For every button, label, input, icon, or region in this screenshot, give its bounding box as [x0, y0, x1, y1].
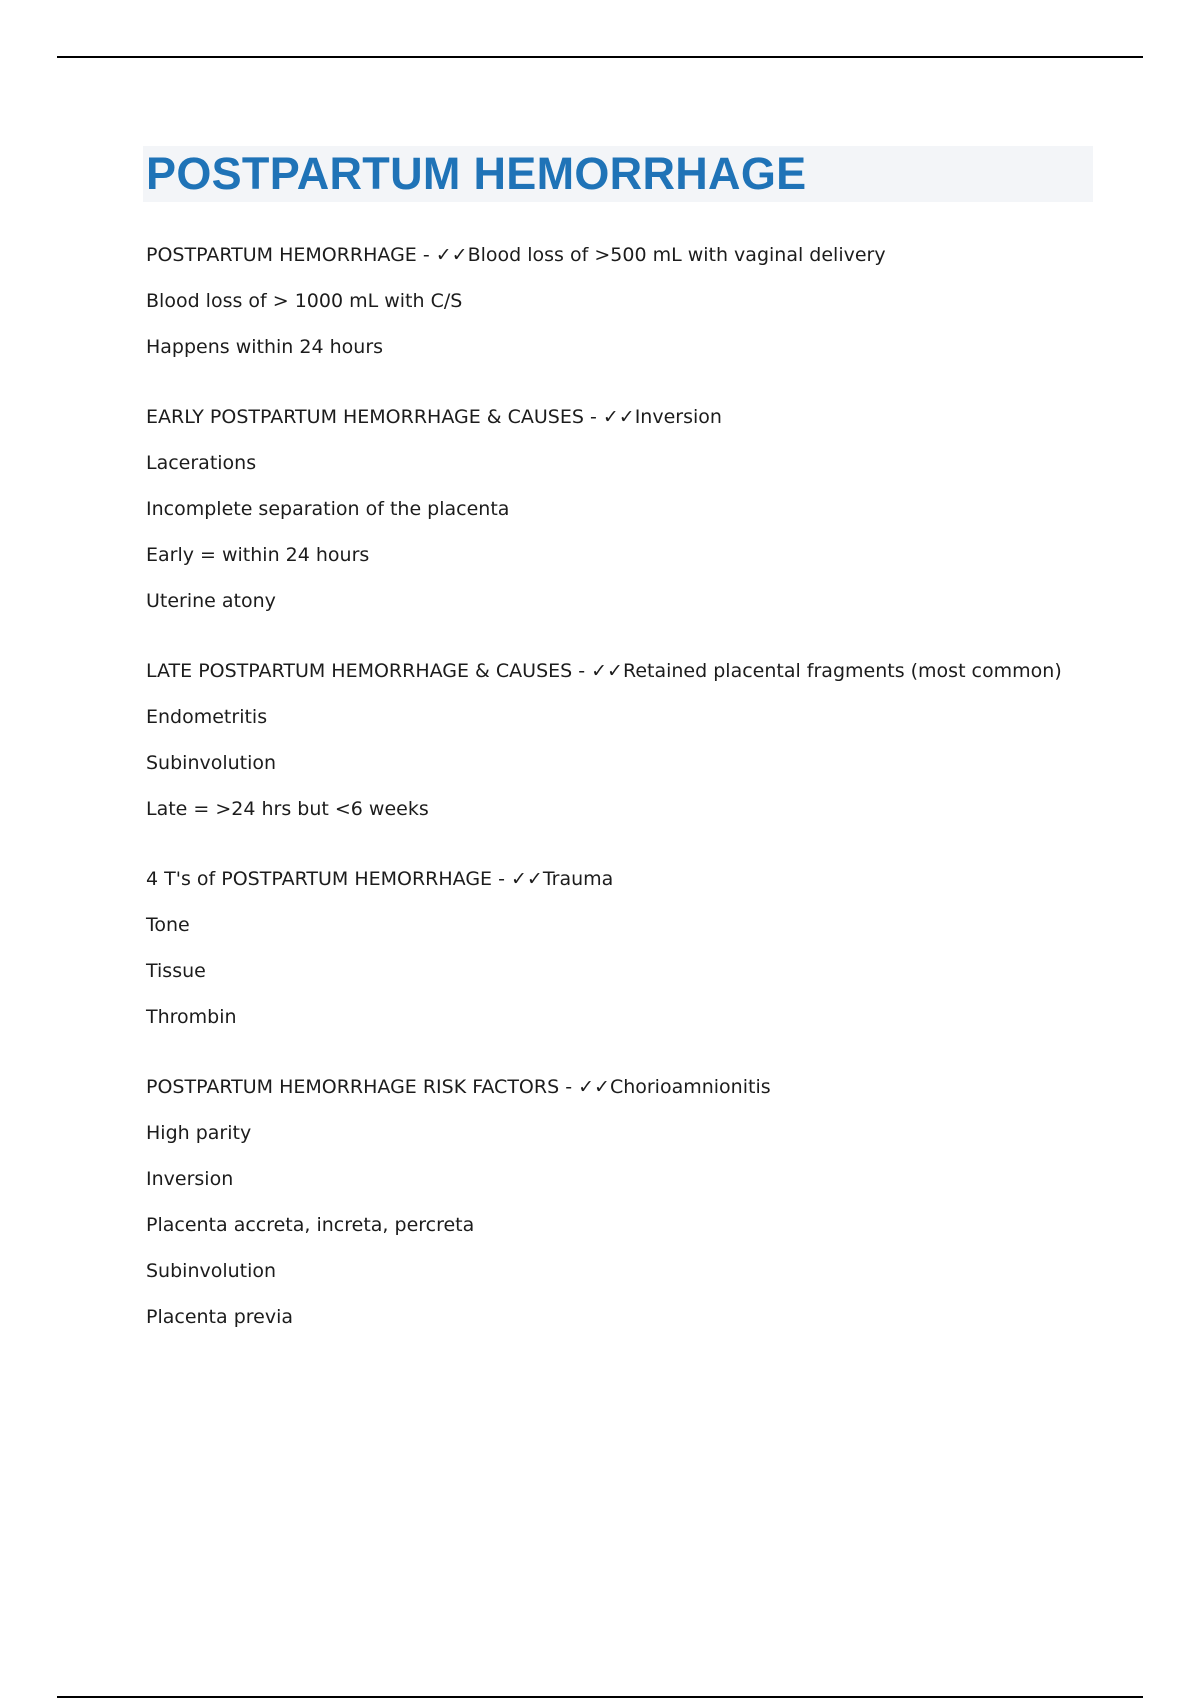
flashcard-question-line: [146, 244, 1126, 267]
answer-line: Early = within 24 hours: [146, 544, 370, 566]
check-marks-icon: ✓✓: [602, 406, 635, 428]
flashcard-four-ts: [146, 868, 1126, 1029]
flashcard-term: 4 T's of POSTPARTUM HEMORRHAGE -: [146, 868, 511, 890]
footer-rule: [57, 1696, 1143, 1698]
flashcard-question-line: [146, 868, 1126, 891]
flashcard-late-causes: [146, 660, 1126, 821]
answer-line: Incomplete separation of the placenta: [146, 498, 510, 520]
check-marks-icon: ✓✓: [511, 868, 543, 890]
flashcard-definition: [146, 244, 1126, 359]
answer-line: High parity: [146, 1122, 252, 1144]
check-marks-icon: ✓✓: [435, 244, 468, 266]
flashcard-answer: Chorioamnionitis: [609, 1076, 771, 1098]
flashcard-term: LATE POSTPARTUM HEMORRHAGE & CAUSES -: [146, 660, 592, 682]
answer-line: Placenta previa: [146, 1306, 293, 1328]
flashcard-term: POSTPARTUM HEMORRHAGE RISK FACTORS -: [146, 1076, 579, 1098]
answer-line: Placenta accreta, increta, percreta: [146, 1214, 475, 1236]
answer-line: Thrombin: [146, 1006, 237, 1028]
answer-line: Inversion: [146, 1168, 234, 1190]
answer-line: Tone: [146, 914, 190, 936]
check-marks-icon: ✓✓: [578, 1076, 610, 1098]
answer-line: Endometritis: [146, 706, 268, 728]
check-marks-icon: ✓✓: [591, 660, 623, 682]
flashcard-term: EARLY POSTPARTUM HEMORRHAGE & CAUSES -: [146, 406, 603, 428]
answer-line: Subinvolution: [146, 752, 277, 774]
answer-line: Tissue: [146, 960, 206, 982]
answer-line: Subinvolution: [146, 1260, 277, 1282]
flashcard-risk-factors: [146, 1076, 1126, 1329]
answer-line: Lacerations: [146, 452, 257, 474]
answer-line: Happens within 24 hours: [146, 336, 384, 358]
flashcard-early-causes: [146, 406, 1126, 613]
flashcard-answer: Retained placental fragments (most common): [622, 660, 1062, 682]
flashcard-question-line: [146, 660, 1126, 683]
page-title: POSTPARTUM HEMORRHAGE: [146, 148, 807, 199]
answer-line: Late = >24 hrs but <6 weeks: [146, 798, 429, 820]
header-rule: [57, 56, 1143, 58]
flashcard-question-line: [146, 406, 1126, 429]
flashcard-list: [146, 244, 1126, 1376]
flashcard-answer: Trauma: [542, 868, 614, 890]
flashcard-term: POSTPARTUM HEMORRHAGE -: [146, 244, 436, 266]
flashcard-answer: Inversion: [634, 406, 722, 428]
answer-line: Uterine atony: [146, 590, 276, 612]
flashcard-answer: Blood loss of >500 mL with vaginal delivery: [467, 244, 886, 266]
answer-line: Blood loss of > 1000 mL with C/S: [146, 290, 463, 312]
flashcard-question-line: [146, 1076, 1126, 1099]
